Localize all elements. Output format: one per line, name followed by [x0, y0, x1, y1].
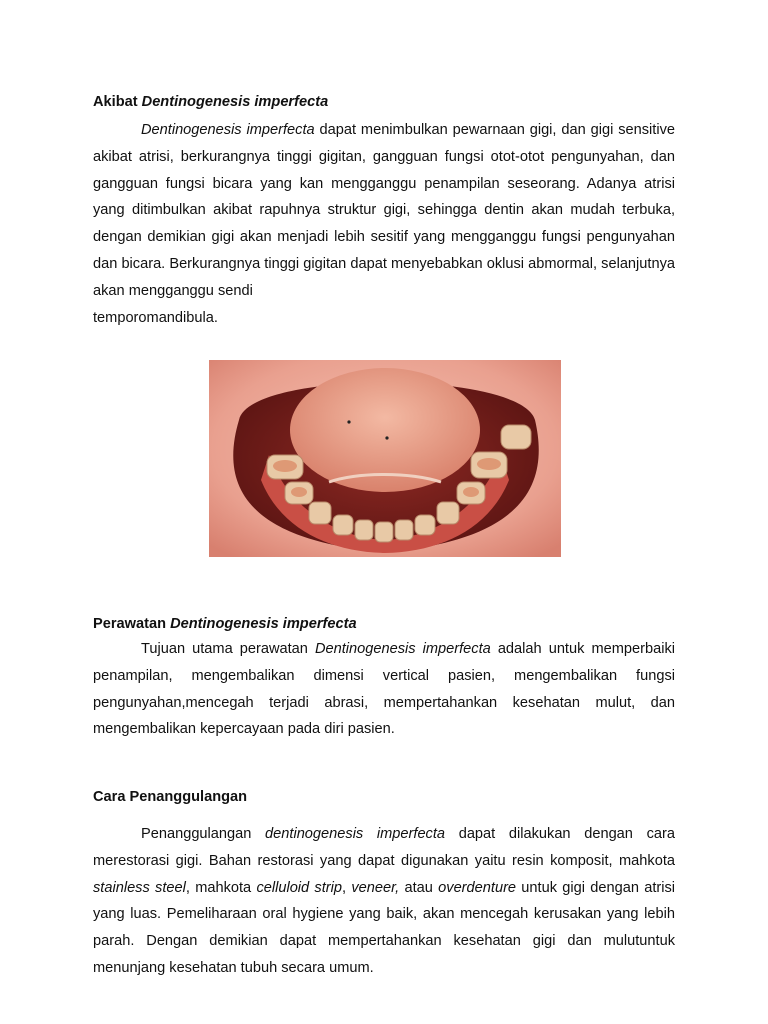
- italic-term: veneer,: [351, 879, 400, 896]
- paragraph-text: ,: [342, 879, 352, 896]
- paragraph-text: adalah untuk memperbaiki penampilan, mengembalikan dimensi vertical pasien, mengembalikan fungsi pengunyahan,mencegah terjadi abrasi, mempertahankan kesehatan mulut, dan mengembalikan kepercayaan pada diri pasien.: [93, 641, 675, 738]
- paragraph-akibat: [93, 117, 675, 331]
- section-heading-akibat: [93, 92, 675, 112]
- section-heading-perawatan: [93, 614, 675, 634]
- italic-term: Dentinogenesis imperfecta: [314, 641, 491, 657]
- section-heading-cara-penanggulangan: Cara Penanggulangan: [93, 789, 248, 805]
- paragraph-text: dapat dilakukan dengan cara merestorasi gigi. Bahan restorasi yang dapat digunakan yaitu resin komposit, mahkota: [93, 826, 675, 869]
- heading-text: Akibat: [93, 94, 142, 110]
- italic-term: celluloid strip: [256, 879, 343, 896]
- teeth-photo: [209, 360, 561, 557]
- paragraph-body: [93, 821, 675, 982]
- paragraph-text: temporomandibula.: [93, 309, 218, 326]
- italic-term: Dentinogenesis imperfecta: [141, 122, 315, 138]
- heading-italic-term: Dentinogenesis imperfecta: [170, 616, 357, 632]
- paragraph-text: , mahkota: [185, 879, 257, 896]
- paragraph-text: dapat menimbulkan pewarnaan gigi, dan gigi sensitive akibat atrisi, berkurangnya tinggi gigitan, gangguan fungsi otot-otot pengunyahan, dan gangguan fungsi bicara yang kan mengganggu penampilan seseorang. Adanya atrisi yang ditimbulkan akibat rapuhnya struktur gigi, sehingga dentin akan mudah terbuka, dengan demikian gigi akan menjadi lebih sesitif yang mengganggu fungsi pengunyahan dan bicara. Berkurangnya tinggi gigitan dapat menyebabkan oklusi abmormal, selanjutnya akan mengganggu sendi: [93, 122, 675, 299]
- paragraph-penanggulangan: [93, 821, 675, 982]
- paragraph-last-line: [93, 305, 675, 332]
- italic-term: overdenture: [438, 879, 517, 896]
- paragraph-text: untuk gigi dengan atrisi yang luas. Pemeliharaan oral hygiene yang baik, akan mencegah kerusakan yang lebih parah. Dengan demikian dapat mempertahankan kesehatan gigi dan mulutuntuk menunjang kesehatan tubuh secara umum.: [93, 879, 676, 976]
- paragraph-text: Tujuan utama perawatan: [141, 641, 315, 657]
- paragraph-text: Penanggulangan: [141, 826, 266, 842]
- paragraph-body: [93, 117, 675, 305]
- paragraph-body: [93, 636, 675, 743]
- heading-italic-term: Dentinogenesis imperfecta: [141, 94, 329, 110]
- paragraph-perawatan: [93, 636, 675, 743]
- italic-term: dentinogenesis imperfecta: [265, 826, 446, 842]
- paragraph-text: atau: [399, 879, 439, 896]
- heading-text: Perawatan: [93, 616, 171, 632]
- italic-term: stainless steel: [93, 879, 186, 896]
